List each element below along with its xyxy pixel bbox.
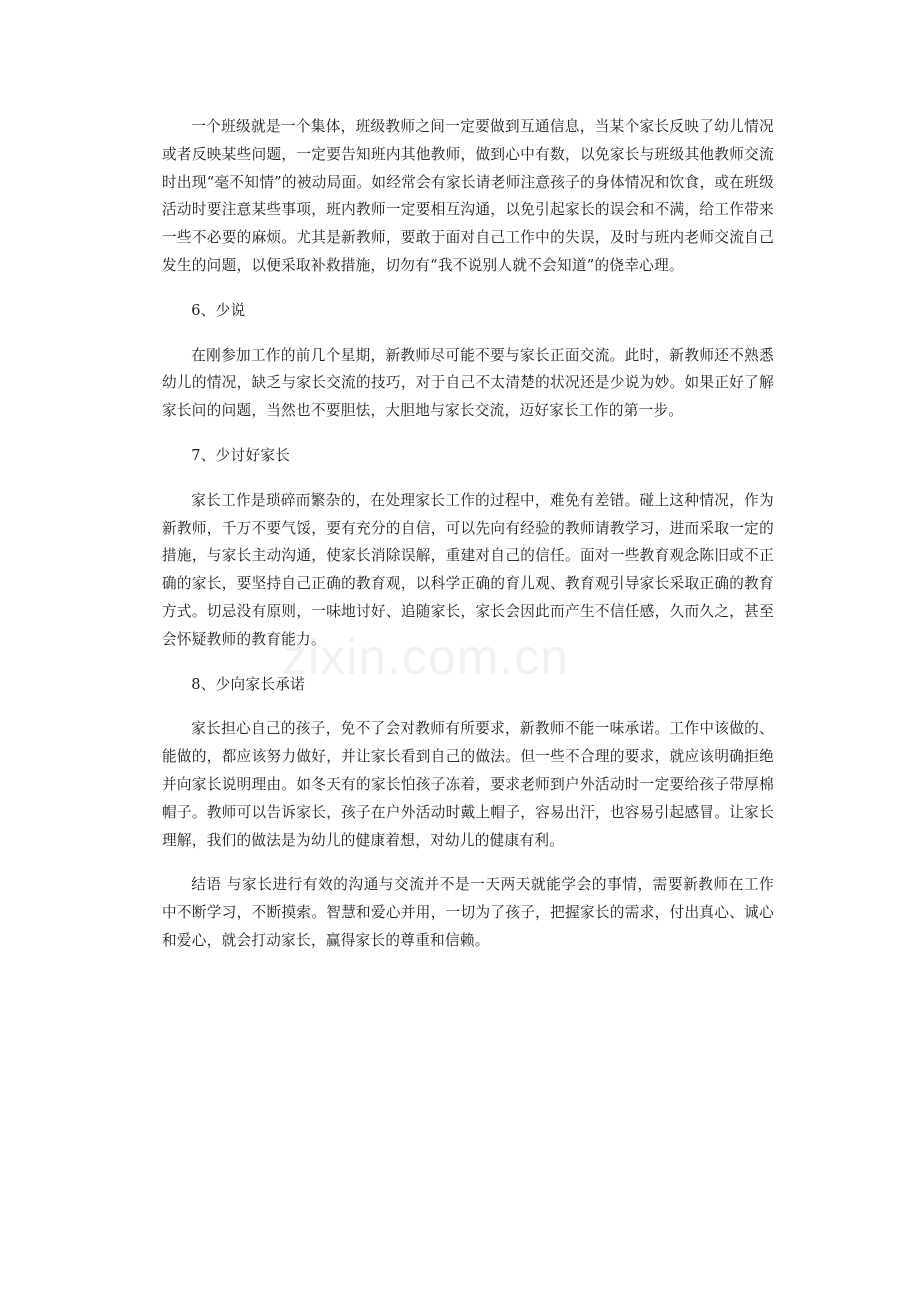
paragraph-less-promises: 家长担心自己的孩子，免不了会对教师有所要求，新教师不能一味承诺。工作中该做的、能做的，都应该努力做好，并让家长看到自己的做法。但一些不合理的要求，就应该明确拒绝并向家长说明理由。如冬天有的家长怕孩子冻着，要求老师到户外活动时一定要给孩子带厚棉帽子。教师可以告诉家长，孩子在户外活动时戴上帽子，容易出汗，也容易引起感冒。让家长理解，我们的做法是为幼儿的健康着想，对幼儿的健康有利。 [162,720,774,849]
paragraph-spacer [162,280,774,297]
paragraph-conclusion: 结语 与家长进行有效的沟通与交流并不是一天两天就能学会的事情，需要新教师在工作中不断学习，不断摸索。智慧和爱心并用，一切为了孩子，把握家长的需求，付出真心、诚心和爱心，就会打动家长，赢得家长的尊重和信赖。 [162,876,774,949]
paragraph-speak-less: 在刚参加工作的前几个星期，新教师尽可能不要与家长正面交流。此时，新教师还不熟悉幼儿的情况，缺乏与家长交流的技巧，对于自己不太清楚的状况还是少说为妙。如果正好了解家长问的问题，当然也不要胆怯，大胆地与家长交流，迈好家长工作的第一步。 [162,346,774,420]
paragraph-spacer [162,854,774,871]
section-heading-6: 6、少说 [191,301,246,319]
section-heading-8: 8、少向家长承诺 [191,675,306,693]
paragraph-class-collective: 一个班级就是一个集体，班级教师之间一定要做到互通信息，当某个家长反映了幼儿情况或者反映某些问题，一定要告知班内其他教师，做到心中有数，以免家长与班级其他教师交流时出现“毫不知情”的被动局面。如经常会有家长请老师注意孩子的身体情况和饮食，或在班级活动时要注意某些事项，班内教师一定要相互沟通，以免引起家长的误会和不满，给工作带来一些不必要的麻烦。尤其是新教师，要敢于面对自己工作中的失误，及时与班内老师交流自己发生的问题，以便采取补救措施，切勿有“我不说别人就不会知道”的侥幸心理。 [162,118,774,274]
document-body [162,113,774,955]
paragraph-less-pleasing: 家长工作是琐碎而繁杂的，在处理家长工作的过程中，难免有差错。碰上这种情况，作为新教师，千万不要气馁，要有充分的自信，可以先向有经验的教师请教学习，进而采取一定的措施，与家长主动沟通，使家长消除误解，重建对自己的信任。面对一些教育观念陈旧或不正确的家长，要坚持自己正确的教育观，以科学正确的育儿观、教育观引导家长采取正确的教育方式。切忌没有原则，一味地讨好、追随家长，家长会因此而产生不信任感，久而久之，甚至会怀疑教师的教育能力。 [162,491,774,648]
paragraph-spacer [162,470,774,487]
paragraph-spacer [162,698,774,715]
paragraph-spacer [162,325,774,342]
watermark: zixin.com.cn [282,629,570,685]
paragraph-spacer [162,425,774,442]
paragraph-spacer [162,654,774,671]
section-heading-7: 7、少讨好家长 [191,446,291,464]
